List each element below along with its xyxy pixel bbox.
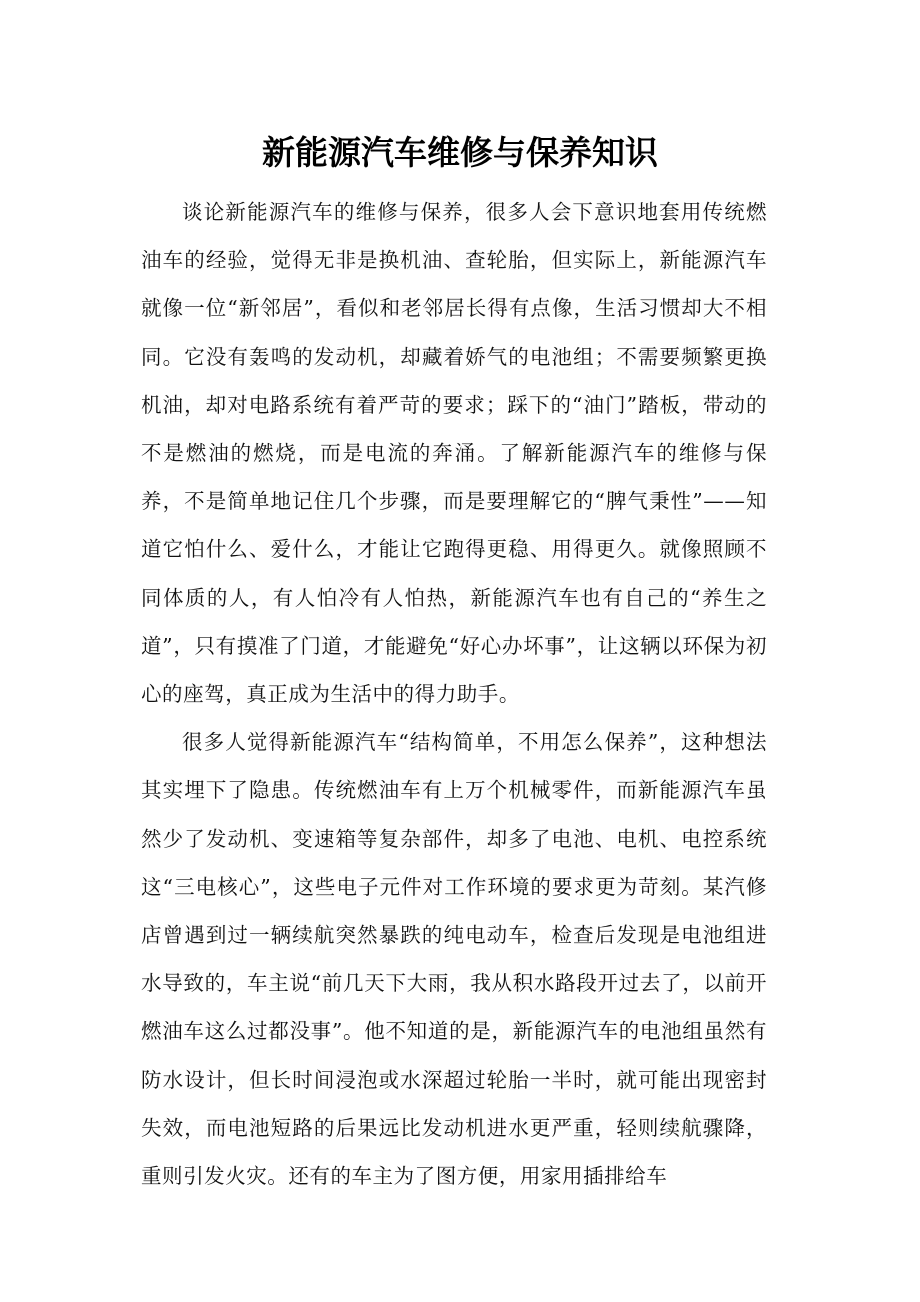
document-title: 新能源汽车维修与保养知识 <box>262 133 658 172</box>
paragraph-2: 很多人觉得新能源汽车“结构简单，不用怎么保养”，这种想法其实埋下了隐患。传统燃油车有上万个机械零件，而新能源汽车虽然少了发动机、变速箱等复杂部件，却多了电池、电机、电控系统这“三电核心”，这些电子元件对工作环境的要求更为苛刻。某汽修店曾遇到过一辆续航突然暴跌的纯电动车，检查后发现是电池组进水导致的，车主说“前几天下大雨，我从积水路段开过去了，以前开燃油车这么过都没事”。他不知道的是，新能源汽车的电池组虽然有防水设计，但长时间浸泡或水深超过轮胎一半时，就可能出现密封失效，而电池短路的后果远比发动机进水更严重，轻则续航骤降，重则引发火灾。还有的车主为了图方便，用家用插排给车 <box>141 730 767 1189</box>
document-body <box>141 188 767 1200</box>
paragraph-1: 谈论新能源汽车的维修与保养，很多人会下意识地套用传统燃油车的经验，觉得无非是换机油、查轮胎，但实际上，新能源汽车就像一位“新邻居”，看似和老邻居长得有点像，生活习惯却大不相同。它没有轰鸣的发动机，却藏着娇气的电池组；不需要频繁更换机油，却对电路系统有着严苛的要求；踩下的“油门”踏板，带动的不是燃油的燃烧，而是电流的奔涌。了解新能源汽车的维修与保养，不是简单地记住几个步骤，而是要理解它的“脾气秉性”——知道它怕什么、爱什么，才能让它跑得更稳、用得更久。就像照顾不同体质的人，有人怕冷有人怕热，新能源汽车也有自己的“养生之道”，只有摸准了门道，才能避免“好心办坏事”，让这辆以环保为初心的座驾，真正成为生活中的得力助手。 <box>141 200 767 707</box>
